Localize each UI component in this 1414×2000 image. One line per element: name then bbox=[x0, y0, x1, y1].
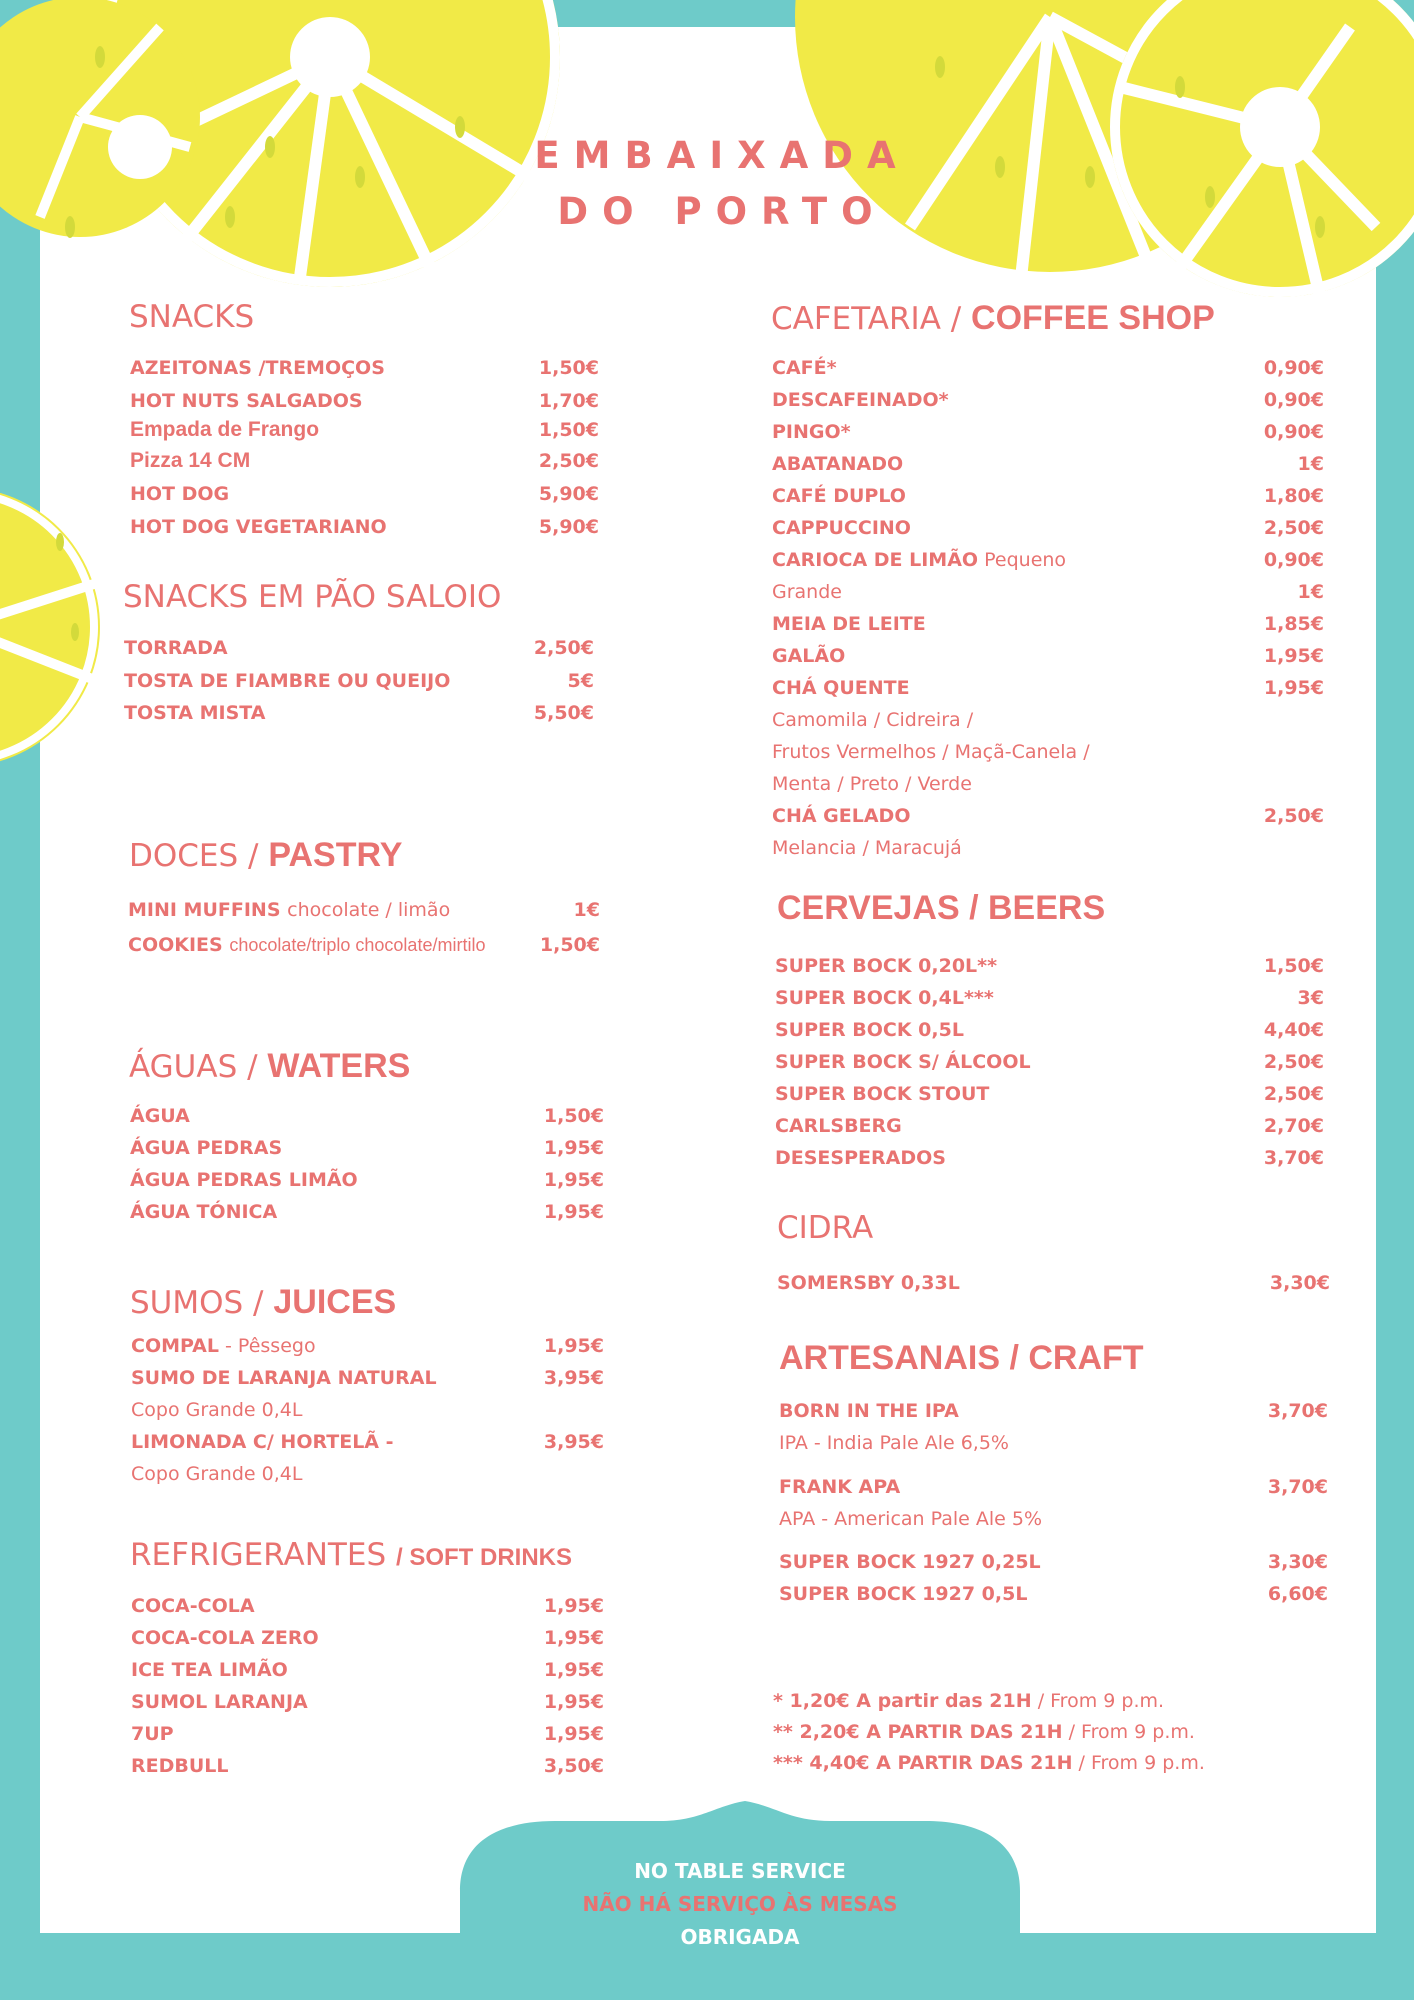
menu-item: SUPER BOCK 0,20L** 1,50€ bbox=[775, 955, 1324, 977]
menu-item: CAPPUCCINO 2,50€ bbox=[772, 517, 1324, 539]
menu-item: GALÃO 1,95€ bbox=[772, 645, 1324, 667]
menu-item: CARIOCA DE LIMÃO Pequeno 0,90€ bbox=[772, 549, 1324, 571]
menu-item: SUPER BOCK S/ ÁLCOOL 2,50€ bbox=[775, 1051, 1324, 1073]
menu-item: CAFÉ DUPLO 1,80€ bbox=[772, 485, 1324, 507]
menu-item-detail: Camomila / Cidreira / bbox=[772, 709, 974, 731]
menu-item: PINGO* 0,90€ bbox=[772, 421, 1324, 443]
menu-item: ÁGUA 1,50€ bbox=[130, 1105, 604, 1127]
menu-item: SUMOL LARANJA 1,95€ bbox=[131, 1691, 604, 1713]
menu-item: Pizza 14 CM 2,50€ bbox=[130, 449, 599, 472]
menu-item: HOT DOG VEGETARIANO 5,90€ bbox=[130, 516, 599, 538]
menu-sheet bbox=[40, 27, 1376, 1949]
footnote: *** 4,40€ A PARTIR DAS 21H / From 9 p.m. bbox=[773, 1752, 1205, 1774]
menu-item: REDBULL 3,50€ bbox=[131, 1755, 604, 1777]
doces-heading: DOCES / PASTRY bbox=[129, 836, 403, 874]
menu-item: SOMERSBY 0,33L 3,30€ bbox=[777, 1272, 1330, 1294]
menu-item: SUMO DE LARANJA NATURAL 3,95€ bbox=[131, 1367, 604, 1389]
menu-item: HOT NUTS SALGADOS 1,70€ bbox=[130, 390, 599, 412]
footer-line-pt: NÃO HÁ SERVIÇO ÀS MESAS bbox=[582, 1892, 898, 1916]
menu-item: SUPER BOCK STOUT 2,50€ bbox=[775, 1083, 1324, 1105]
menu-item: ABATANADO 1€ bbox=[772, 453, 1324, 475]
footer-line-thanks: OBRIGADA bbox=[680, 1925, 800, 1949]
page-title-line1: EMBAIXADA bbox=[534, 134, 910, 177]
menu-item-detail: Grande 1€ bbox=[772, 581, 1324, 603]
cafetaria-heading: CAFETARIA / COFFEE SHOP bbox=[771, 299, 1215, 337]
menu-item: ÁGUA TÓNICA 1,95€ bbox=[130, 1201, 604, 1223]
menu-item: COOKIES chocolate/triplo chocolate/mirtilo 1,50€ bbox=[128, 934, 600, 956]
menu-item-detail: Copo Grande 0,4L bbox=[131, 1463, 303, 1485]
menu-item: DESESPERADOS 3,70€ bbox=[775, 1147, 1324, 1169]
sumos-heading: SUMOS / JUICES bbox=[130, 1283, 397, 1321]
artesanais-heading: ARTESANAIS / CRAFT bbox=[779, 1339, 1144, 1377]
menu-item: SUPER BOCK 1927 0,5L 6,60€ bbox=[779, 1583, 1328, 1605]
menu-item: BORN IN THE IPA 3,70€ bbox=[779, 1400, 1328, 1422]
menu-item: COCA-COLA ZERO 1,95€ bbox=[131, 1627, 604, 1649]
menu-item: SUPER BOCK 0,5L 4,40€ bbox=[775, 1019, 1324, 1041]
menu-item: TORRADA 2,50€ bbox=[124, 637, 594, 659]
footnote: * 1,20€ A partir das 21H / From 9 p.m. bbox=[773, 1690, 1165, 1712]
menu-item-detail: Melancia / Maracujá bbox=[772, 837, 962, 859]
menu-item: HOT DOG 5,90€ bbox=[130, 483, 599, 505]
cidra-heading: CIDRA bbox=[777, 1210, 874, 1246]
menu-item-detail: Copo Grande 0,4L bbox=[131, 1399, 303, 1421]
menu-item-detail: IPA - India Pale Ale 6,5% bbox=[779, 1432, 1009, 1454]
menu-item-detail: APA - American Pale Ale 5% bbox=[779, 1508, 1043, 1530]
menu-item: DESCAFEINADO* 0,90€ bbox=[772, 389, 1324, 411]
menu-item: MINI MUFFINS chocolate / limão 1€ bbox=[128, 899, 600, 921]
footnote: ** 2,20€ A PARTIR DAS 21H / From 9 p.m. bbox=[773, 1721, 1195, 1743]
menu-item: CHÁ QUENTE 1,95€ bbox=[772, 677, 1324, 699]
menu-item: FRANK APA 3,70€ bbox=[779, 1476, 1328, 1498]
menu-item: MEIA DE LEITE 1,85€ bbox=[772, 613, 1324, 635]
lemon-slice-left-icon bbox=[40, 482, 100, 772]
menu-item: ÁGUA PEDRAS 1,95€ bbox=[130, 1137, 604, 1159]
footer-line-no-table-service: NO TABLE SERVICE bbox=[634, 1859, 846, 1883]
menu-item: COCA-COLA 1,95€ bbox=[131, 1595, 604, 1617]
footer-banner bbox=[460, 1801, 1020, 1949]
cervejas-heading: CERVEJAS / BEERS bbox=[777, 889, 1106, 927]
menu-item: CARLSBERG 2,70€ bbox=[775, 1115, 1324, 1137]
menu-item: 7UP 1,95€ bbox=[131, 1723, 604, 1745]
menu-item: CHÁ GELADO 2,50€ bbox=[772, 805, 1324, 827]
refrigerantes-heading: REFRIGERANTES / SOFT DRINKS bbox=[130, 1537, 572, 1573]
menu-item: ICE TEA LIMÃO 1,95€ bbox=[131, 1659, 604, 1681]
menu-item: SUPER BOCK 1927 0,25L 3,30€ bbox=[779, 1551, 1328, 1573]
snacks-heading: SNACKS bbox=[129, 299, 255, 335]
menu-item: AZEITONAS /TREMOÇOS 1,50€ bbox=[130, 357, 599, 379]
menu-item: ÁGUA PEDRAS LIMÃO 1,95€ bbox=[130, 1169, 604, 1191]
page-title-line2: DO PORTO bbox=[557, 190, 887, 233]
saloio-heading: SNACKS EM PÃO SALOIO bbox=[123, 579, 502, 615]
menu-item: TOSTA MISTA 5,50€ bbox=[124, 702, 594, 724]
menu-item: TOSTA DE FIAMBRE OU QUEIJO 5€ bbox=[124, 670, 594, 692]
menu-item-detail: Frutos Vermelhos / Maçã-Canela / bbox=[772, 741, 1090, 763]
menu-item: SUPER BOCK 0,4L*** 3€ bbox=[775, 987, 1324, 1009]
menu-item-detail: Menta / Preto / Verde bbox=[772, 773, 972, 795]
menu-item: COMPAL - Pêssego 1,95€ bbox=[131, 1335, 604, 1357]
menu-item: CAFÉ* 0,90€ bbox=[772, 357, 1324, 379]
menu-item: LIMONADA C/ HORTELÃ - 3,95€ bbox=[131, 1431, 604, 1453]
aguas-heading: ÁGUAS / WATERS bbox=[129, 1047, 411, 1085]
menu-item: Empada de Frango 1,50€ bbox=[130, 418, 599, 441]
